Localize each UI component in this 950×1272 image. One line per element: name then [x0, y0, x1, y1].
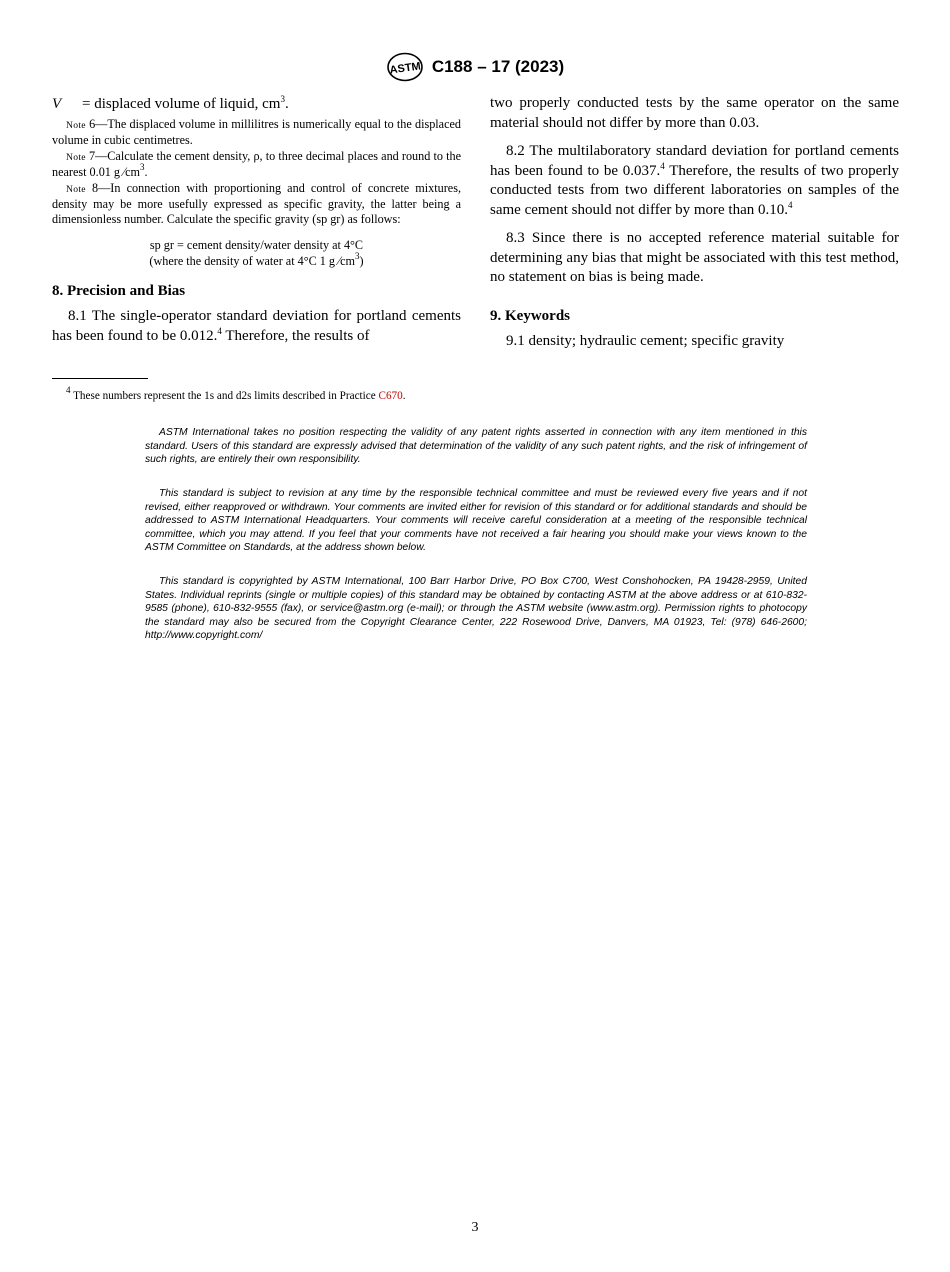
section-9-heading: 9. Keywords [490, 307, 570, 324]
document-designation: C188 – 17 (2023) [431, 57, 565, 76]
footnote-number: 4 [66, 385, 71, 395]
note-text: —In connection with proportioning and control of concrete mixtures, density may be more usefully expressed as specific gravity, the latter being a dimensionless number. Calculate the specific gravity (sp gr) as follows: [52, 181, 462, 226]
note-text: —Calculate the cement density, ρ, to three decimal places and round to the nearest 0.01 g ⁄cm [52, 149, 462, 179]
note-6: Note 6—The displaced volume in millilitres is numerically equal to the displaced volume in cubic centimetres. [52, 117, 461, 147]
variable-sup: 3 [280, 94, 285, 104]
note-label: Note [66, 152, 86, 163]
left-column [52, 94, 461, 346]
copyright-notice: This standard is copyrighted by ASTM International, 100 Barr Harbor Drive, PO Box C700, West Conshohocken, PA 19428-2959, United States. Individual reprints (single or multiple copies) of this standard may be obtained by contacting ASTM at the above address or at 610-832-9585 (phone), 610-832-9555 (fax), or service@astm.org (e-mail); or through the ASTM website (www.astm.org). Permission rights to photocopy the standard may also be secured from the Copyright Clearance Center, 222 Rosewood Drive, Danvers, MA 01923, Tel: (978) 646-2600; http://www.copyright.com/ [145, 576, 807, 641]
logo-text: ASTM [388, 60, 422, 77]
variable-symbol: V [52, 96, 62, 112]
astm-logo-icon [386, 52, 424, 82]
specific-gravity-formula: sp gr = cement density/water density at 4°C (where the density of water at 4°C 1 g $⁄cm^3$) [149, 238, 364, 268]
variable-definition: V = displaced volume of liquid, $cm^3$. [52, 94, 289, 112]
practice-c670-link[interactable]: C670 [378, 390, 403, 402]
variable-text: displaced volume of liquid, cm [94, 96, 281, 112]
right-column [490, 94, 899, 351]
note-7: Note 7—Calculate the cement density, ρ, to three decimal places and round to the nearest 0.01 g $⁄cm^3$. [52, 149, 462, 179]
paragraph-8-1: 8.1 The single-operator standard deviation for portland cements has been found to be 0.012.$^4$ Therefore, the results of [52, 308, 461, 344]
revision-notice: This standard is subject to revision at any time by the responsible technical committee and must be reviewed every five years and if not revised, either reapproved or withdrawn. Your comments are invited either for revision of this standard or for additional standards and should be addressed to ASTM International Headquarters. Your comments will receive careful consideration at a meeting of the responsible technical committee, which you may attend. If you feel that your comments have not received a fair hearing you should make your views known to the ASTM Committee on Standards, at the address shown below. [145, 488, 807, 553]
patent-rights-notice: ASTM International takes no position respecting the validity of any patent rights asserted in connection with any item mentioned in this standard. Users of this standard are expressly advised that determination of the validity of any such patent rights, and the risk of infringement of such rights, are entirely their own responsibility. [145, 427, 807, 465]
variable-eq: = [82, 96, 91, 112]
note-label: Note [66, 120, 86, 131]
footnote-4: $^4$ These numbers represent the 1s and d2s limits described in Practice C670. [66, 385, 406, 402]
paragraph-8-1-continued: two properly conducted tests by the same operator on the same material should not differ by more than 0.03. [490, 95, 899, 131]
footnote-divider [52, 378, 148, 379]
note-text: —The displaced volume in millilitres is numerically equal to the displaced volume in cubic centimetres. [52, 117, 461, 147]
note-8: Note 8—In connection with proportioning and control of concrete mixtures, density may be more usefully expressed as specific gravity, the latter being a dimensionless number. Calculate the specific gravity (sp gr) as follows: [52, 181, 462, 226]
note-label: Note [66, 184, 86, 195]
paragraph-9-1: 9.1 density; hydraulic cement; specific gravity [506, 332, 785, 349]
section-8-heading: 8. Precision and Bias [52, 283, 186, 299]
paragraph-8-2: 8.2 The multilaboratory standard deviation for portland cements has been found to be 0.037.$^4$ Therefore, the results of two properly conducted tests from two different laboratories on samples of the same cement should not differ by more than 0.10.$^4$ [490, 143, 899, 218]
page-number: 3 [471, 1220, 479, 1235]
page-header [0, 52, 950, 87]
paragraph-8-3: 8.3 Since there is no accepted reference material suitable for determining any bias that might be associated with this test method, no statement on bias is being made. [490, 230, 899, 285]
